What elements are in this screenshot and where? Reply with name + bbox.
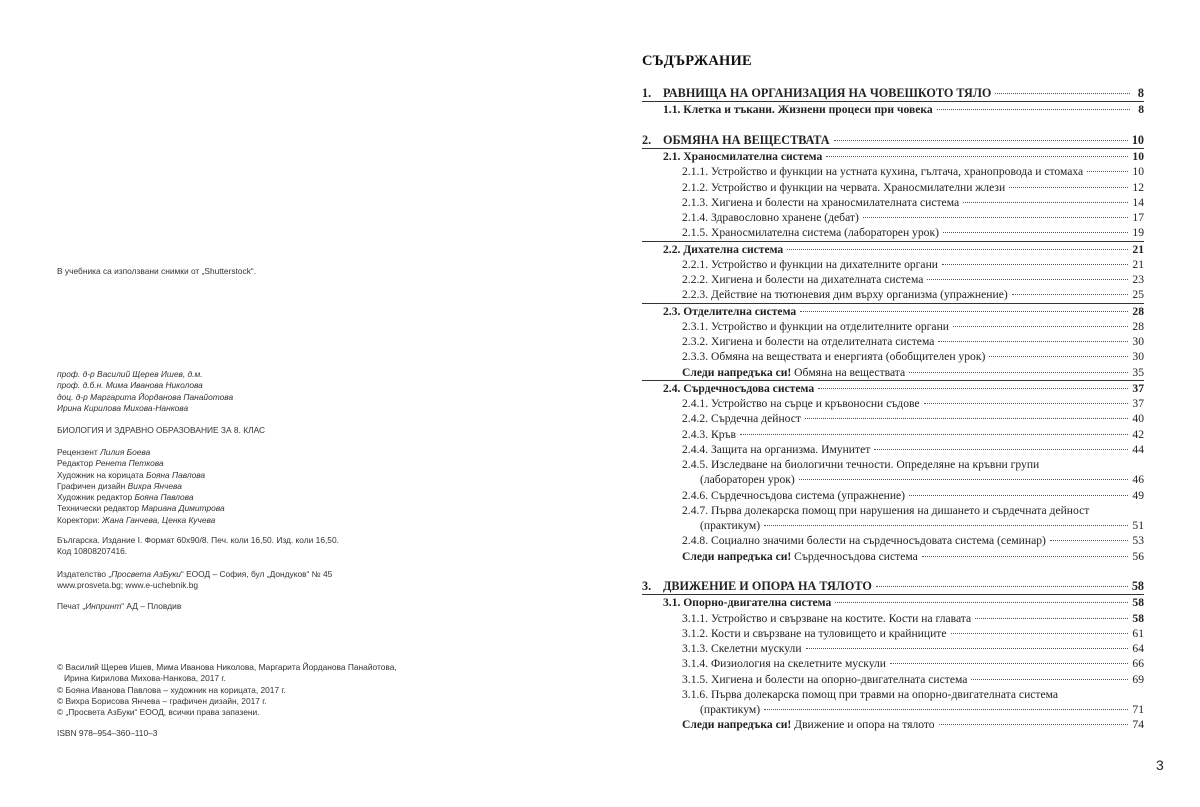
toc-lesson-cont: (практикум) 51	[700, 519, 1144, 532]
toc-section: 1.1. Клетка и тъкани. Жизнени процеси при човека 8	[642, 101, 1144, 117]
book-title: БИОЛОГИЯ И ЗДРАВНО ОБРАЗОВАНИЕ ЗА 8. КЛАС	[57, 425, 266, 435]
toc-chapter: 1. РАВНИЩА НА ОРГАНИЗАЦИЯ НА ЧОВЕШКОТО ТЯЛО 8	[642, 86, 1144, 100]
toc-lesson: 2.4.4. Защита на организма. Имунитет 44	[682, 442, 1144, 456]
toc-chapter: 2. ОБМЯНА НА ВЕЩЕСТВАТА 10	[642, 132, 1144, 147]
copyright-block: © Василий Щерев Ишев, Мима Иванова Николова, Маргарита Йорданова Панайотова, Ирина Кирилова Михова-Нанкова, 2017 г. © Бояна Иванова Павлова – художник на корицата, 2017 г. © Вихра Борисова Янчева – графичен дизайн, 2017 г. © „Просвета АзБуки“ ЕООД, всички права запазени.	[57, 662, 397, 718]
credit-line: Рецензент Лилия Боева	[57, 447, 151, 457]
credit-line: Технически редактор Мариана Димитрова	[57, 503, 225, 514]
toc-section: 3.1. Опорно-двигателна система 58	[642, 594, 1144, 610]
printer-info: Печат „Инпринт“ АД – Пловдив	[57, 601, 182, 611]
toc-lesson: 2.2.3. Действие на тютюневия дим върху организма (упражнение) 25	[682, 288, 1144, 302]
toc-track-progress: Следи напредъка си! Обмяна на веществата 35	[682, 365, 1144, 379]
toc-lesson: 2.3.1. Устройство и функции на отделителните органи 28	[682, 319, 1144, 333]
toc-lesson-cont: (практикум) 71	[700, 703, 1144, 716]
toc-lesson: 2.4.5. Изследване на биологични течности. Определяне на кръвни групи	[682, 458, 1040, 471]
toc-section: 2.2. Дихателна система 21	[642, 241, 1144, 257]
toc-lesson: 2.4.7. Първа долекарска помощ при нарушения на дишането и сърдечната дейност	[682, 503, 1090, 517]
toc-lesson-cont: (лабораторен урок) 46	[700, 473, 1144, 487]
photo-credit: В учебника са използвани снимки от „Shutterstock“.	[57, 266, 257, 276]
toc-lesson: 2.3.2. Хигиена и болести на отделителната система 30	[682, 335, 1144, 348]
isbn: ISBN 978–954–360–110–3	[57, 728, 158, 738]
toc-lesson: 3.1.6. Първа долекарска помощ при травми на опорно-двигателната система	[682, 687, 1059, 701]
page-number: 3	[1156, 757, 1164, 773]
toc-lesson: 2.2.1. Устройство и функции на дихателните органи 21	[682, 257, 1144, 271]
authors-list	[57, 369, 577, 414]
toc-lesson: 3.1.3. Скелетни мускули 64	[682, 642, 1144, 655]
toc-lesson: 3.1.4. Физиология на скелетните мускули 66	[682, 657, 1144, 671]
toc-title: СЪДЪРЖАНИЕ	[642, 53, 752, 69]
toc-section: 2.1. Храносмилателна система 10	[642, 148, 1144, 164]
toc-lesson: 3.1.1. Устройство и свързване на костите. Кости на главата 58	[682, 611, 1144, 625]
toc-lesson: 2.4.3. Кръв 42	[682, 427, 1144, 441]
credit-line: Художник на корицата Бояна Павлова	[57, 469, 206, 480]
author: доц. д-р Маргарита Йорданова Панайотова	[57, 391, 234, 402]
credit-line: Графичен дизайн Вихра Янчева	[57, 480, 182, 491]
toc-track-progress: Следи напредъка си! Сърдечносъдова система 56	[682, 549, 1144, 563]
publisher-info: Издателство „Просвета АзБуки“ ЕООД – София, бул „Дондуков“ № 45 www.prosveta.bg; www.e-uchebnik.bg	[57, 569, 577, 592]
credit-line: Редактор Ренета Петкова	[57, 458, 164, 469]
toc-lesson: 2.2.2. Хигиена и болести на дихателната система 23	[682, 273, 1144, 286]
toc-lesson: 2.1.5. Храносмилателна система (лабораторен урок) 19	[682, 226, 1144, 240]
author: Ирина Кирилова Михова-Нанкова	[57, 402, 189, 413]
toc-section: 2.3. Отделителна система 28	[642, 303, 1144, 319]
toc-list	[642, 86, 1144, 733]
credit-line: Коректори: Жана Ганчева, Ценка Кучева	[57, 514, 216, 525]
credits-list	[57, 447, 577, 526]
toc-lesson: 2.4.1. Устройство на сърце и кръвоносни съдове 37	[682, 397, 1144, 410]
toc-lesson: 2.1.3. Хигиена и болести на храносмилателната система 14	[682, 195, 1144, 209]
toc-chapter: 3. ДВИЖЕНИЕ И ОПОРА НА ТЯЛОТО 58	[642, 579, 1144, 593]
author: проф. д.б.н. Мима Иванова Николова	[57, 380, 203, 391]
toc-lesson: 2.1.1. Устройство и функции на устната кухина, гълтача, хранопровода и стомаха 10	[682, 165, 1144, 179]
toc-lesson: 2.4.6. Сърдечносъдова система (упражнение) 49	[682, 488, 1144, 502]
toc-lesson: 2.1.2. Устройство и функции на червата. Храносмилателни жлези 12	[682, 180, 1144, 194]
toc-lesson: 3.1.5. Хигиена и болести на опорно-двигателната система 69	[682, 672, 1144, 686]
websites: www.prosveta.bg; www.e-uchebnik.bg	[57, 580, 199, 591]
toc-lesson: 3.1.2. Кости и свързване на туловището и крайниците 61	[682, 626, 1144, 640]
toc-lesson: 2.4.8. Социално значими болести на сърдечносъдовата система (семинар) 53	[682, 534, 1144, 548]
toc-lesson: 2.3.3. Обмяна на веществата и енергията (обобщителен урок) 30	[682, 350, 1144, 364]
edition-info: Българска. Издание I. Формат 60х90/8. Печ. коли 16,50. Изд. коли 16,50. Код 10808207416.	[57, 535, 339, 557]
author: проф. д-р Василий Щерев Ишев, д.м.	[57, 369, 203, 379]
toc-track-progress: Следи напредъка си! Движение и опора на тялото 74	[682, 718, 1144, 732]
toc-section: 2.4. Сърдечносъдова система 37	[642, 380, 1144, 396]
credit-line: Художник редактор Бояна Павлова	[57, 492, 194, 503]
toc-lesson: 2.1.4. Здравословно хранене (дебат) 17	[682, 211, 1144, 224]
toc-lesson: 2.4.2. Сърдечна дейност 40	[682, 412, 1144, 426]
